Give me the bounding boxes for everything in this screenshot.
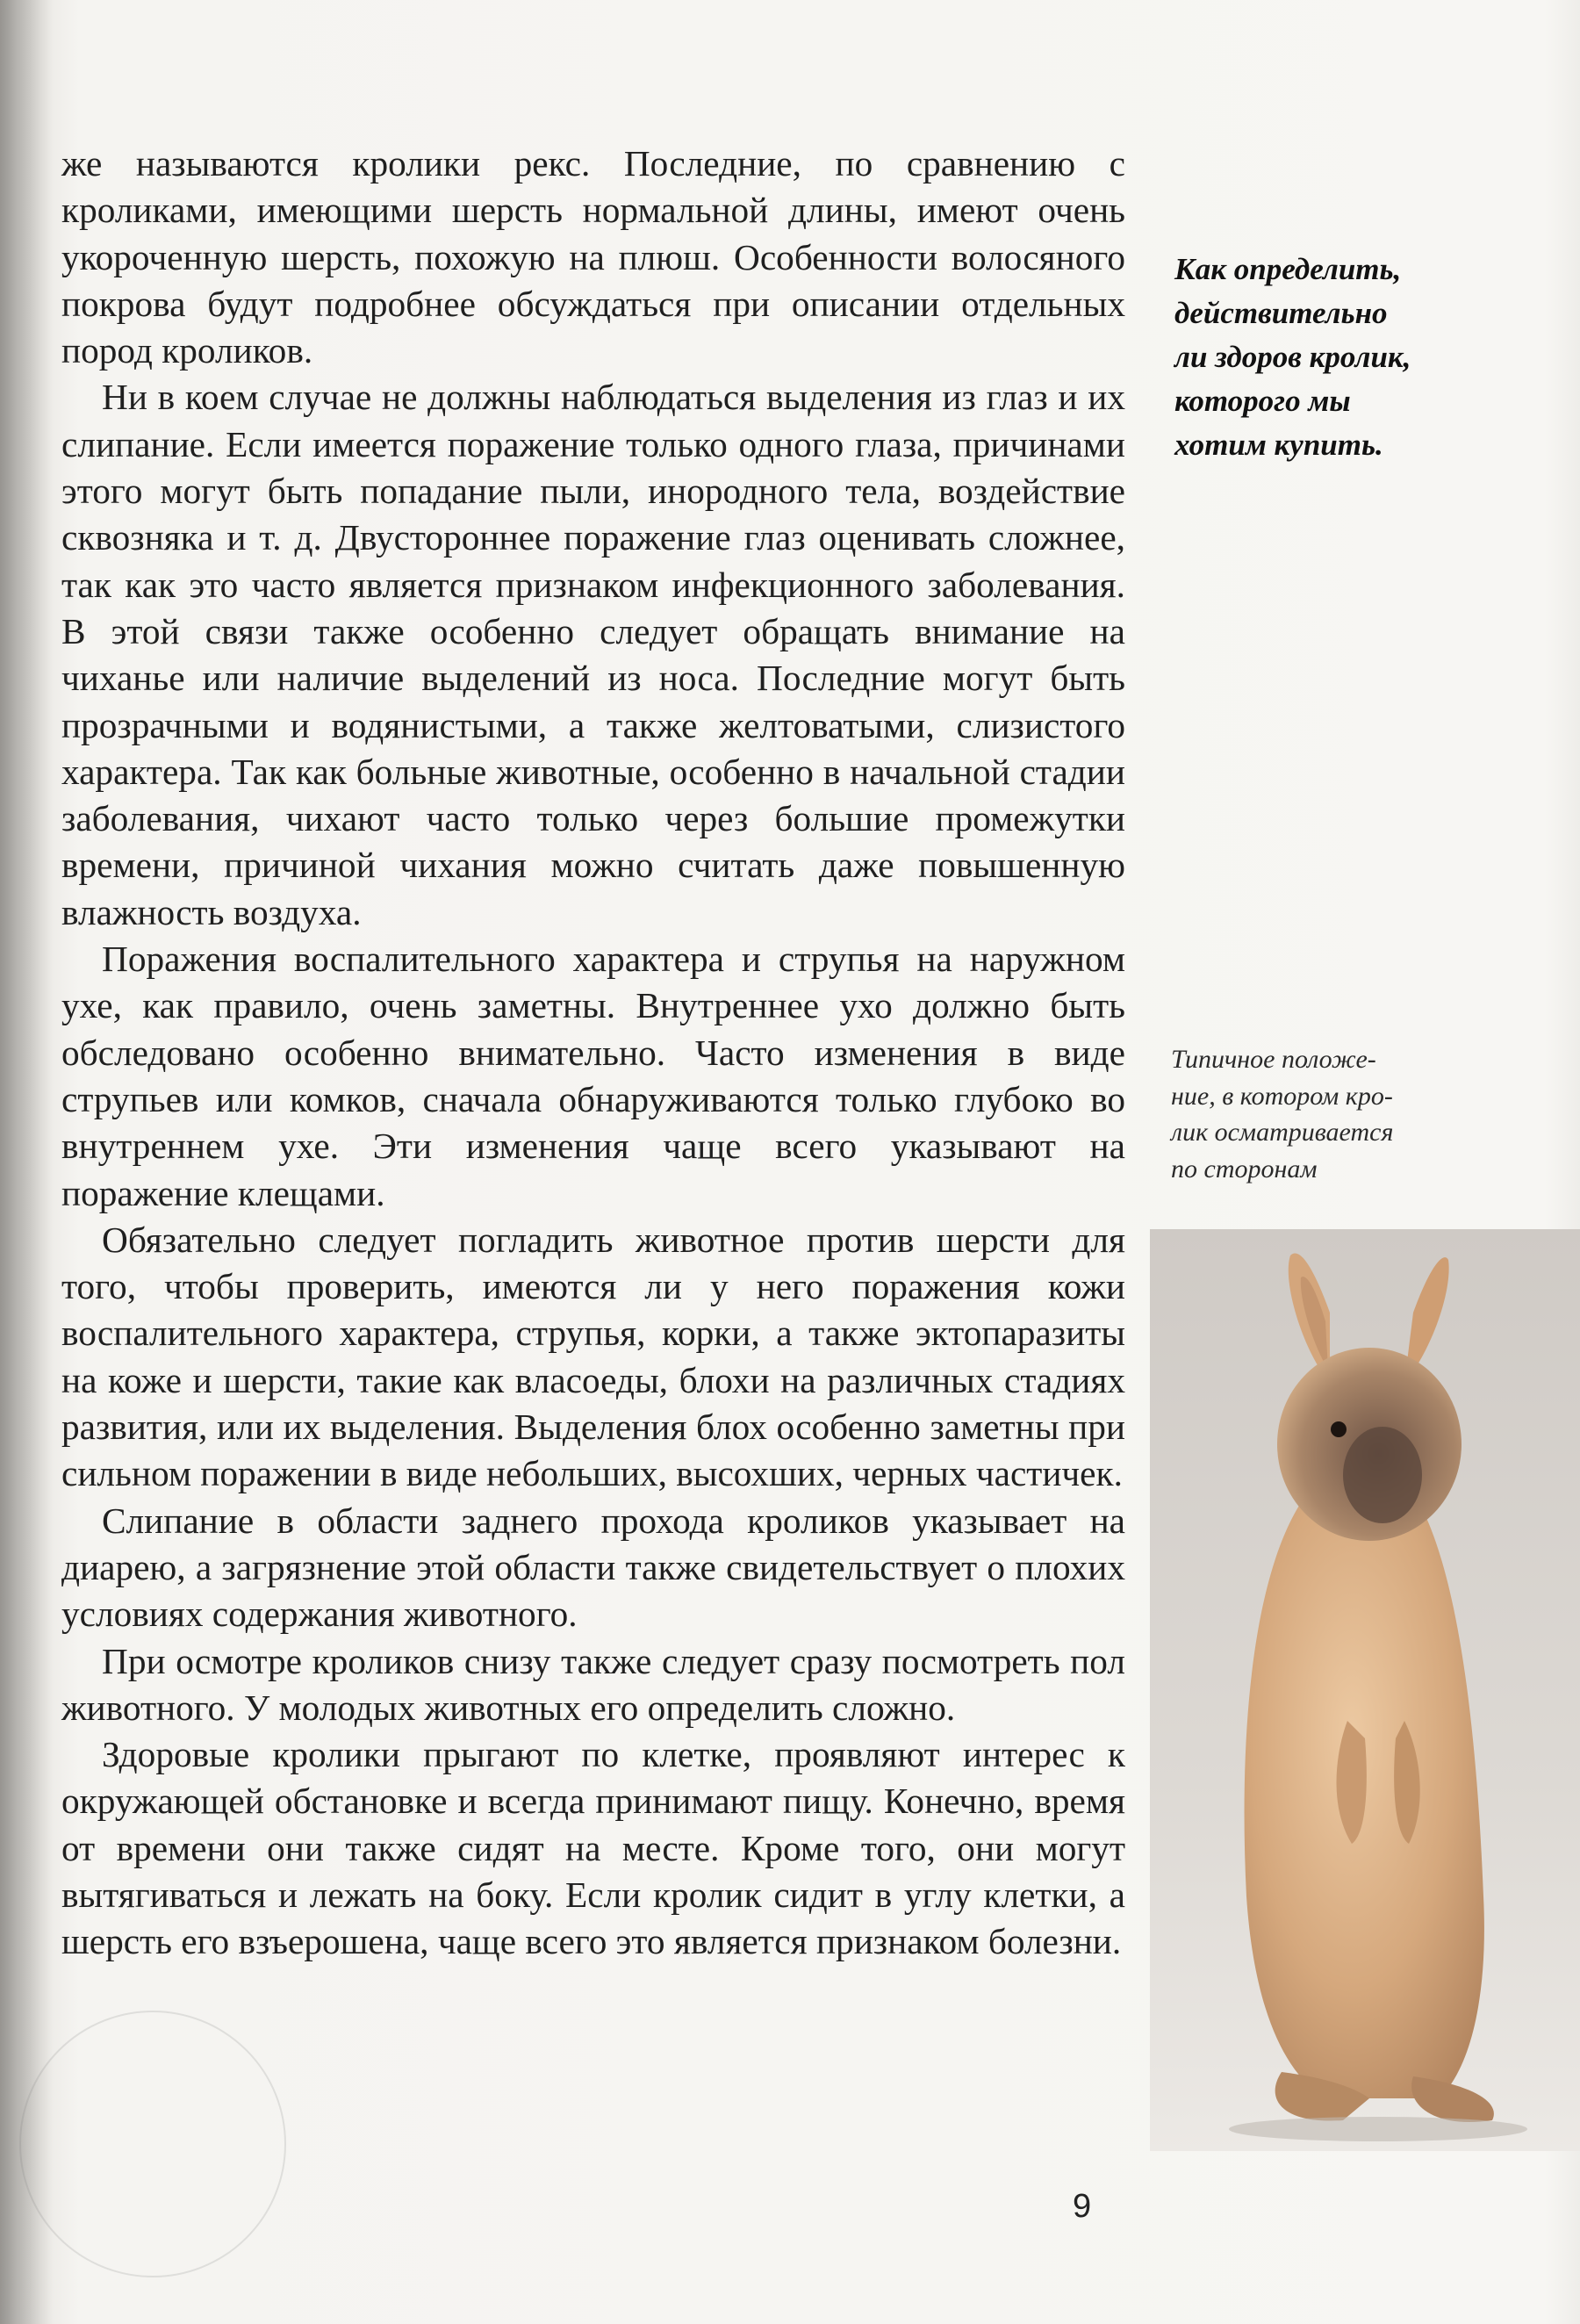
rabbit-eye bbox=[1331, 1421, 1347, 1437]
rabbit-photo bbox=[1150, 1229, 1580, 2151]
margin-note-line: хотим купить. bbox=[1174, 428, 1383, 462]
paragraph-3: Поражения воспалительного характера и струпья на наружном ухе, как правило, очень заметны. Внутреннее ухо должно быть обследовано особенно внимательно. Часто изменения в виде струпьев или комков, сначала обнаруживаются только глубоко во внутреннем ухе. Эти изменения чаще всего указывают на поражение клещами. bbox=[61, 939, 1125, 1213]
photo-caption bbox=[1171, 1041, 1469, 1187]
paragraph-6: При осмотре кроликов снизу также следует сразу посмотреть пол животного. У молодых животных его определить сложно. bbox=[61, 1640, 1125, 1728]
margin-note-line: Как определить, bbox=[1174, 252, 1402, 286]
margin-note-line: действительно bbox=[1174, 296, 1388, 330]
paragraph-7: Здоровые кролики прыгают по клетке, проявляют интерес к окружающей обстановке и всегда принимают пищу. Конечно, время от времени они также сидят на месте. Кроме того, они могут вытягиваться и лежать на боку. Если кролик сидит в углу клетки, а шерсть его взъерошена, чаще всего это является признаком болезни. bbox=[61, 1734, 1125, 1962]
caption-line: по сторонам bbox=[1171, 1154, 1318, 1184]
margin-note bbox=[1174, 248, 1455, 467]
margin-note-line: которого мы bbox=[1174, 384, 1351, 418]
binding-shadow bbox=[0, 0, 53, 2324]
rabbit-muzzle bbox=[1343, 1427, 1422, 1523]
rabbit-illustration bbox=[1150, 1229, 1580, 2151]
paragraph-2: Ни в коем случае не должны наблюдаться выделения из глаз и их слипание. Если имеется поражение только одного глаза, причинами этого могут быть попадание пыли, инородного тела, воздействие сквозняка и т. д. Двустороннее поражение глаз оценивать сложнее, так как это часто является признаком инфекционного заболевания. В этой связи также особенно следует обращать внимание на чиханье или наличие выделений из носа. Последние могут быть прозрачными и водянистыми, а также желтоватыми, слизистого характера. Так как больные животные, особенно в начальной стадии заболевания, чихают часто только через большие промежутки времени, причиной чихания можно считать даже повышенную влажность воздуха. bbox=[61, 377, 1125, 932]
page-number: 9 bbox=[1073, 2188, 1092, 2225]
floor-shadow bbox=[1229, 2117, 1527, 2141]
main-text-column bbox=[61, 140, 1125, 1966]
caption-line: лик осматривается bbox=[1171, 1118, 1394, 1147]
paragraph-4: Обязательно следует погладить животное против шерсти для того, чтобы проверить, имеются ли у него поражения кожи воспалительного характера, струпья, корки, а также эктопаразиты на коже и шерсти, такие как власоеды, блохи на различных стадиях развития, или их выделения. Выделения блох особенно заметны при сильном поражении в виде небольших, высохших, черных частичек. bbox=[61, 1219, 1125, 1494]
paragraph-5: Слипание в области заднего прохода кроликов указывает на диарею, а загрязнение этой области также свидетельствует о плохих условиях содержания животного. bbox=[61, 1500, 1125, 1635]
library-stamp bbox=[19, 2011, 286, 2277]
caption-line: ние, в котором кро- bbox=[1171, 1081, 1393, 1111]
caption-line: Типичное положе- bbox=[1171, 1045, 1376, 1074]
margin-note-line: ли здоров кролик, bbox=[1174, 340, 1411, 374]
paragraph-1: же называются кролики рекс. Последние, по сравнению с кроликами, имеющими шерсть нормальной длины, имеют очень укороченную шерсть, похожую на плюш. Особенности волосяного покрова будут подробнее обсуждаться при описании отдельных пород кроликов. bbox=[61, 143, 1125, 371]
